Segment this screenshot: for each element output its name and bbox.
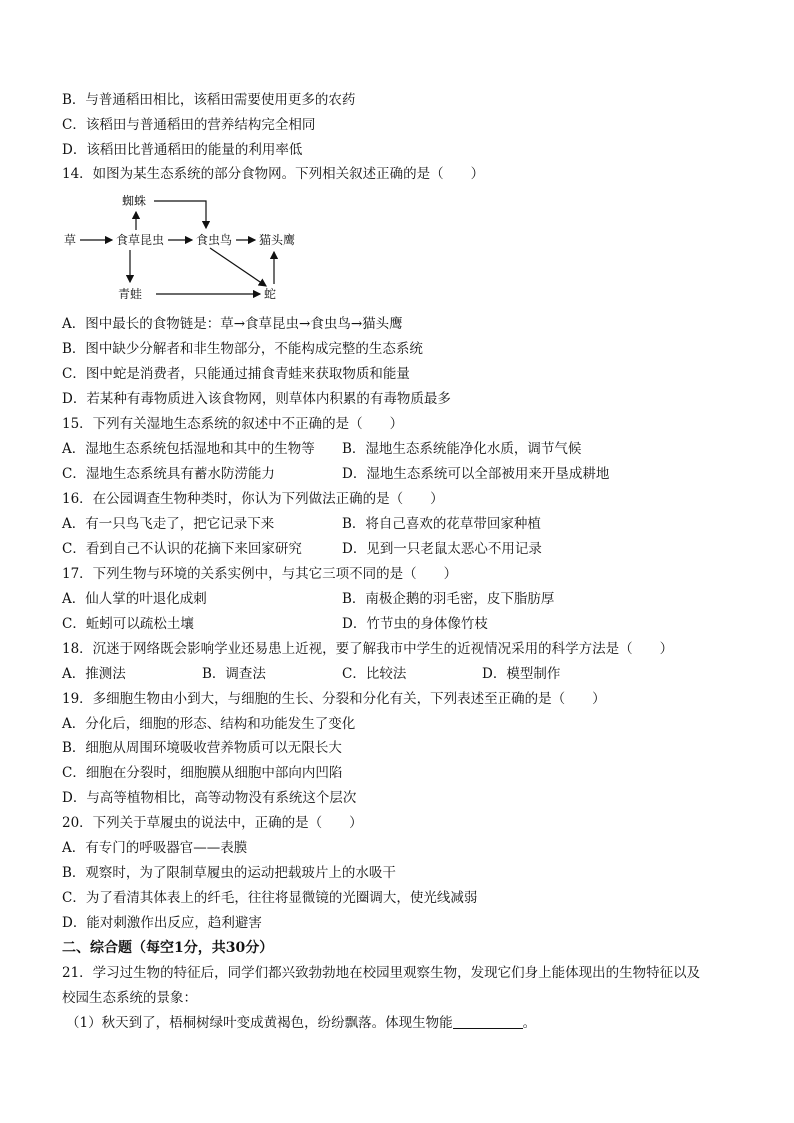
q15-option-b: B．湿地生态系统能净化水质，调节气候 <box>342 441 582 457</box>
q16-option-b: B．将自己喜欢的花草带回家种植 <box>342 516 541 532</box>
arrow-spider-bird <box>154 201 206 228</box>
q14-option-a: A．图中最长的食物链是：草→食草昆虫→食虫鸟→猫头鹰 <box>62 316 403 332</box>
q17-option-a: A．仙人掌的叶退化成刺 <box>62 591 207 607</box>
answer-blank[interactable] <box>453 1014 523 1029</box>
food-web-node-frog: 青蛙 <box>118 287 143 301</box>
q13-option-c: C．该稻田与普通稻田的营养结构完全相同 <box>62 117 316 133</box>
q19-option-b: B．细胞从周围环境吸收营养物质可以无限长大 <box>62 740 342 756</box>
food-web-diagram <box>62 192 322 306</box>
q16-stem: 16．在公园调查生物种类时，你认为下列做法正确的是（ ） <box>62 491 444 507</box>
q13-option-b: B．与普通稻田相比，该稻田需要使用更多的农药 <box>62 92 356 108</box>
q21-part1-text: （1）秋天到了，梧桐树绿叶变成黄褐色，纷纷飘落。体现生物能 <box>66 1015 453 1031</box>
food-web-node-grass: 草 <box>64 233 77 247</box>
q20-stem: 20．下列关于草履虫的说法中，正确的是（ ） <box>62 815 363 831</box>
q20-option-d: D．能对刺激作出反应，趋利避害 <box>62 915 262 931</box>
q18-option-b: B．调查法 <box>202 666 266 682</box>
q21-stem-line2: 校园生态系统的景象： <box>62 990 197 1006</box>
section-heading: 二、综合题（每空1分，共30分） <box>62 940 274 956</box>
q15-option-d: D．湿地生态系统可以全部被用来开垦成耕地 <box>342 466 610 482</box>
q17-stem: 17．下列生物与环境的关系实例中，与其它三项不同的是（ ） <box>62 566 458 582</box>
q16-option-a: A．有一只鸟飞走了，把它记录下来 <box>62 516 275 532</box>
food-web-node-spider: 蜘蛛 <box>122 194 147 208</box>
q21-stem-line1: 21．学习过生物的特征后，同学们都兴致勃勃地在校园里观察生物，发现它们身上能体现出的生物特征以及 <box>62 965 701 981</box>
q21-part1-end: 。 <box>522 1015 537 1031</box>
q17-option-d: D．竹节虫的身体像竹枝 <box>342 616 488 632</box>
q15-option-c: C．湿地生态系统具有蓄水防涝能力 <box>62 466 275 482</box>
q19-stem: 19．多细胞生物由小到大，与细胞的生长、分裂和分化有关，下列表述至正确的是（ ） <box>62 691 606 707</box>
q19-option-d: D．与高等植物相比，高等动物没有系统这个层次 <box>62 790 357 806</box>
q14-option-c: C．图中蛇是消费者，只能通过捕食青蛙来获取物质和能量 <box>62 366 410 382</box>
q21-part1 <box>66 1013 536 1033</box>
food-web-node-bird: 食虫鸟 <box>196 233 233 247</box>
q15-stem: 15．下列有关湿地生态系统的叙述中不正确的是（ ） <box>62 416 404 432</box>
q13-option-d: D．该稻田比普通稻田的能量的利用率低 <box>62 142 303 158</box>
q14-option-b: B．图中缺少分解者和非生物部分，不能构成完整的生态系统 <box>62 341 423 357</box>
q17-option-b: B．南极企鹅的羽毛密，皮下脂肪厚 <box>342 591 555 607</box>
q15-option-a: A．湿地生态系统包括湿地和其中的生物等 <box>62 441 315 457</box>
q19-option-a: A．分化后，细胞的形态、结构和功能发生了变化 <box>62 716 356 732</box>
q20-option-c: C．为了看清其体表上的纤毛，往往将显微镜的光圈调大，使光线减弱 <box>62 890 478 906</box>
q16-option-d: D．见到一只老鼠太恶心不用记录 <box>342 541 542 557</box>
food-web-node-owl: 猫头鹰 <box>259 233 296 247</box>
q16-option-c: C．看到自己不认识的花摘下来回家研究 <box>62 541 302 557</box>
q19-option-c: C．细胞在分裂时，细胞膜从细胞中部向内凹陷 <box>62 765 343 781</box>
q20-option-b: B．观察时，为了限制草履虫的运动把载玻片上的水吸干 <box>62 865 396 881</box>
q18-stem: 18．沉迷于网络既会影响学业还易患上近视，要了解我市中学生的近视情况采用的科学方法是（ ） <box>62 641 674 657</box>
food-web-node-snake: 蛇 <box>264 287 277 301</box>
arrow-bird-snake <box>210 248 266 286</box>
q18-option-a: A．推测法 <box>62 666 126 682</box>
q18-option-c: C．比较法 <box>342 666 407 682</box>
q14-option-d: D．若某种有毒物质进入该食物网，则草体内积累的有毒物质最多 <box>62 391 451 407</box>
q18-option-d: D．模型制作 <box>482 666 561 682</box>
food-web-node-insect: 食草昆虫 <box>116 233 165 247</box>
q20-option-a: A．有专门的呼吸器官——表膜 <box>62 840 248 856</box>
q14-stem: 14．如图为某生态系统的部分食物网。下列相关叙述正确的是（ ） <box>62 166 485 182</box>
q17-option-c: C．蚯蚓可以疏松土壤 <box>62 616 194 632</box>
